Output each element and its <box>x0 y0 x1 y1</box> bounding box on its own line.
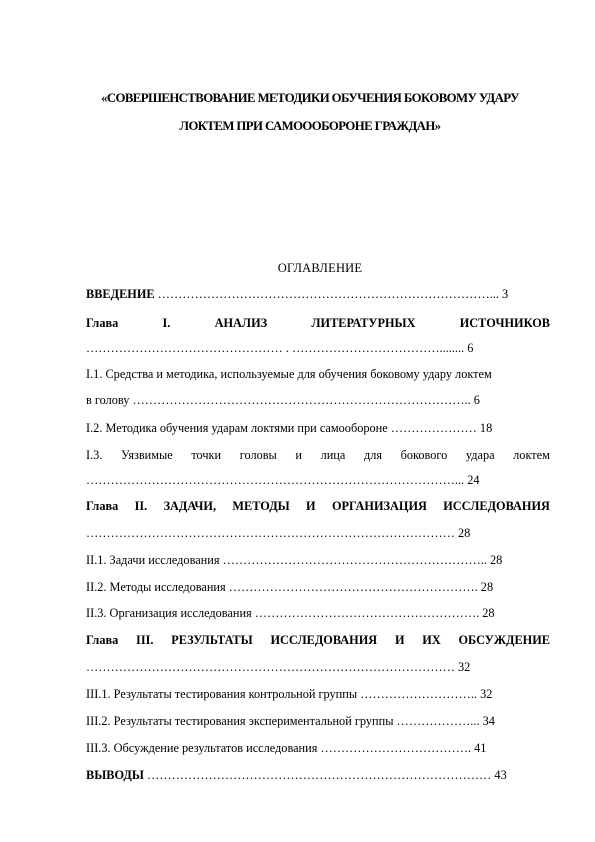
toc-word: ОРГАНИЗАЦИЯ <box>331 499 427 513</box>
toc-section-2-1: II.1. Задачи исследования ……………………………………………………….. 28 <box>86 553 503 567</box>
toc-entry-label: ВВЕДЕНИЕ <box>86 287 155 301</box>
toc-word: ИСТОЧНИКОВ <box>459 316 550 330</box>
toc-section-1-3-leader: ………………………………………………………………………………... 24 <box>86 473 480 487</box>
toc-word: I. <box>162 316 171 330</box>
toc-word: ИССЛЕДОВАНИЯ <box>443 499 550 513</box>
toc-word: головы <box>239 448 277 462</box>
toc-word: И <box>306 499 316 513</box>
toc-word: МЕТОДЫ <box>232 499 290 513</box>
toc-entry-conclusions <box>86 767 550 783</box>
toc-word: и <box>295 448 302 462</box>
toc-entry-leader: ………………………………………………………………………… 43 <box>143 768 507 782</box>
toc-word: лица <box>320 448 346 462</box>
toc-chapter-3-title <box>86 632 550 648</box>
toc-section-3-2: III.2. Результаты тестирования экспериментальной группы ………………... 34 <box>86 714 495 728</box>
toc-word: Глава <box>86 316 119 330</box>
toc-word: III. <box>136 633 154 647</box>
thesis-title-line-2: ЛОКТЕМ ПРИ САМОООБОРОНЕ ГРАЖДАН» <box>179 119 441 133</box>
toc-word: точки <box>191 448 222 462</box>
toc-chapter-3-leader: ……………………………………………………………………………… 32 <box>86 660 471 674</box>
toc-section-1-3-title <box>86 447 550 463</box>
toc-section-2-3: II.3. Организация исследования ………………………………………………. 28 <box>86 606 495 620</box>
toc-word: ЗАДАЧИ, <box>163 499 217 513</box>
toc-word: бокового <box>400 448 448 462</box>
toc-chapter-1-leader: ………………………………………… . ………………………………........ 6 <box>86 341 474 355</box>
toc-entry-leader: ………………………………………………………………………... 3 <box>154 287 509 301</box>
thesis-title-line-1: «СОВЕРШЕНСТВОВАНИЕ МЕТОДИКИ ОБУЧЕНИЯ БОКОВОМУ УДАРУ <box>101 91 519 105</box>
toc-word: ЛИТЕРАТУРНЫХ <box>311 316 416 330</box>
toc-word: ОБСУЖДЕНИЕ <box>458 633 550 647</box>
toc-section-3-1: III.1. Результаты тестирования контрольной группы ……………………….. 32 <box>86 687 493 701</box>
toc-word: для <box>363 448 382 462</box>
toc-word: Уязвимые <box>121 448 173 462</box>
toc-heading: ОГЛАВЛЕНИЕ <box>277 261 363 275</box>
toc-word: Глава <box>86 499 119 513</box>
toc-word: И <box>394 633 405 647</box>
toc-section-1-1-line-2: в голову ……………………………………………………………………….. 6 <box>86 393 480 407</box>
toc-section-3-3: III.3. Обсуждение результатов исследования ………………………………. 41 <box>86 741 487 755</box>
toc-word: АНАЛИЗ <box>214 316 268 330</box>
toc-word: Глава <box>86 633 119 647</box>
toc-word: ИХ <box>422 633 441 647</box>
toc-entry-label: ВЫВОДЫ <box>86 768 144 782</box>
toc-word: удара <box>465 448 495 462</box>
toc-chapter-2-leader: ……………………………………………………………………………… 28 <box>86 526 471 540</box>
toc-entry-introduction <box>86 286 550 302</box>
toc-word: II. <box>134 499 148 513</box>
toc-word: РЕЗУЛЬТАТЫ <box>171 633 253 647</box>
toc-section-1-2: I.2. Методика обучения ударам локтями при самообороне ………………… 18 <box>86 421 493 435</box>
toc-chapter-1-title <box>86 315 550 331</box>
toc-word: I.3. <box>86 448 103 462</box>
toc-chapter-2-title <box>86 498 550 514</box>
toc-section-1-1-line-1: I.1. Средства и методика, используемые для обучения боковому удару локтем <box>86 367 492 381</box>
toc-word: ИССЛЕДОВАНИЯ <box>270 633 378 647</box>
toc-section-2-2: II.2. Методы исследования ……………………………………………………. 28 <box>86 580 494 594</box>
toc-word: локтем <box>513 448 550 462</box>
